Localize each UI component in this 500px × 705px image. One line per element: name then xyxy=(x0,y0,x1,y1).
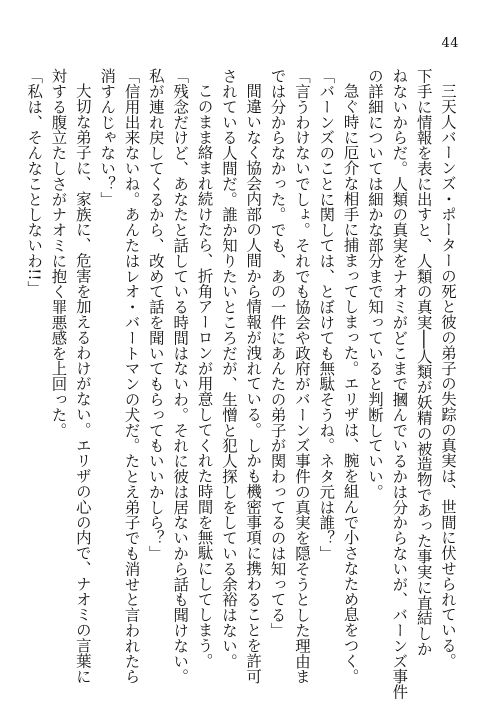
text-line: ねないからだ。人類の真実をナオミがどこまで摑んでいるかは分からないが、バーンズ事件 xyxy=(390,68,409,700)
page-number: 44 xyxy=(441,36,459,51)
text-line: 私が連れ戻してくるから、改めて話を聞いてもらってもいいかしら？」 xyxy=(146,68,165,561)
paragraph xyxy=(95,68,144,684)
paragraph xyxy=(363,68,460,700)
text-line: されている人間だ。誰か知りたいところだが、生憎と犯人探しをしている余裕はない。 xyxy=(219,68,238,669)
text-line: このまま絡まれ続けたら、折角アーロンが用意してくれた時間を無駄にしてしまう。 xyxy=(195,83,214,669)
paragraph xyxy=(217,68,266,684)
text-line: 消すんじゃない？」 xyxy=(98,68,117,207)
text-line: 「信用出来ないね。あんたはレオ・バートマンの犬だ。たとえ弟子でも消せと言われたら xyxy=(122,68,141,684)
text-line: 三天人バーンズ・ポーターの死と彼の弟子の失踪の真実は、世間に伏せられている。 xyxy=(439,83,457,669)
paragraph xyxy=(46,68,95,684)
text-line: 下手に情報を表に出すと、人類の真実──人類が妖精の被造物であった事実に直結しか xyxy=(414,68,433,657)
text-line: 急ぐ時に厄介な相手に捕まってしまった。エリザは、腕を組んで小さなため息をつく。 xyxy=(341,83,360,684)
paragraph xyxy=(314,68,338,668)
vertical-text-body xyxy=(25,68,460,700)
text-line: の詳細については細かな部分まで知っていると判断していい。 xyxy=(365,68,384,500)
paragraph xyxy=(144,68,193,684)
text-line: では分からなかった。でも、あの一件にあんたの弟子が関わってるのは知ってる」 xyxy=(268,68,287,638)
text-line: 対する腹立たしさがナオミに抱く罪悪感を上回った。 xyxy=(49,68,68,438)
text-line: 「言うわけないでしょ。それでも協会や政府がバーンズ事件の真実を隠そうとした理由ま xyxy=(292,68,311,684)
text-line: 「バーンズのことに関しては、とぼけても無駄そうね。ネタ元は誰？」 xyxy=(317,68,336,561)
paragraph xyxy=(265,68,314,684)
paragraph xyxy=(22,68,46,668)
text-line: 「残念だけど、あなたと話している時間はないわ。それに彼は居ないから話も聞けない。 xyxy=(171,68,190,684)
text-line: 「私は、そんなことしないわ!!」 xyxy=(25,68,44,296)
text-line: 間違いなく協会内部の人間から情報が洩れている。しかも機密事項に携わることを許可 xyxy=(244,83,263,684)
paragraph xyxy=(338,68,362,684)
paragraph xyxy=(192,68,216,668)
text-line: 大切な弟子に、家族に、危害を加えるわけがない。エリザの心の内で、ナオミの言葉に xyxy=(73,83,92,684)
